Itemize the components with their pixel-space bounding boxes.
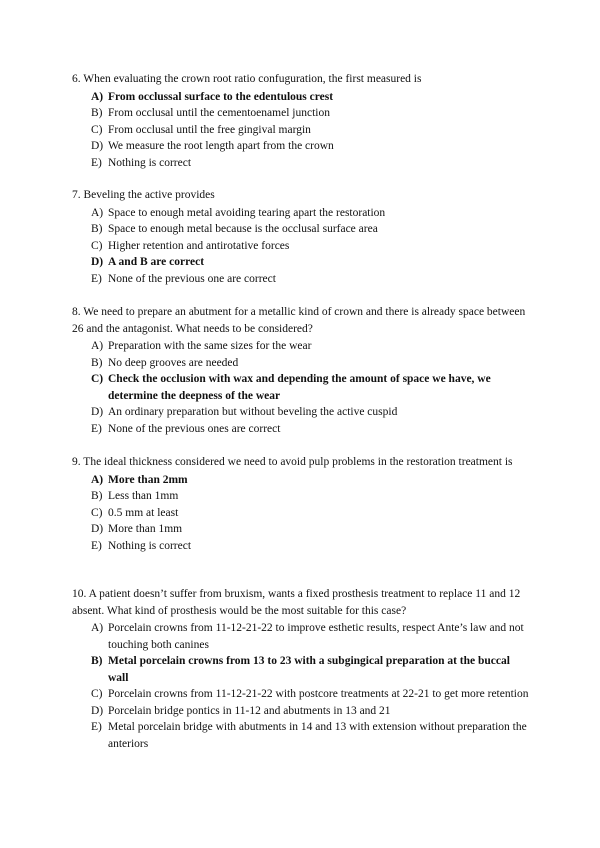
answer-option [72,355,532,372]
answer-option [72,254,532,271]
answer-option [72,238,532,255]
option-letter: C) [91,373,104,385]
answer-option [72,122,532,139]
question-text: Beveling the active provides [83,189,215,201]
option-letter: E) [91,422,102,435]
option-text: Preparation with the same sizes for the wear [108,340,312,352]
option-text: An ordinary preparation but without beveling the active cuspid [108,406,398,418]
option-letter: E) [91,272,102,285]
option-text: Check the occlusion with wax and depending the amount of space we have, we determine the deepness of the wear [108,373,491,402]
option-text: Porcelain crowns from 11-12-21-22 with postcore treatments at 22-21 to get more retention [108,688,529,700]
answer-option [72,505,532,522]
option-text: From occlussal surface to the edentulous crest [108,90,334,103]
option-text: Space to enough metal because is the occlusal surface area [108,223,378,235]
option-letter: A) [91,340,104,352]
question-stem [72,304,532,337]
option-letter: B) [91,107,103,119]
question-number: 10. [72,588,87,600]
option-text: Porcelain bridge pontics in 11-12 and abutments in 13 and 21 [108,704,391,717]
question-stem [72,187,532,204]
option-letter: E) [91,539,102,552]
option-text: We measure the root length apart from the crown [108,140,334,152]
question-number: 6. [72,73,81,85]
option-text: None of the previous ones are correct [108,422,281,435]
answer-option [72,155,532,172]
answer-option [72,488,532,505]
answer-option [72,138,532,155]
option-letter: C) [91,506,103,519]
answer-option [72,719,532,752]
question-number: 7. [72,189,81,201]
option-text: No deep grooves are needed [108,356,239,369]
question-6 [72,71,532,171]
question-10 [72,586,532,752]
option-letter: A) [91,473,104,486]
answer-option [72,221,532,238]
option-letter: B) [91,223,103,235]
option-text: From occlusal until the cementoenamel junction [108,107,330,119]
question-text: When evaluating the crown root ratio confuguration, the first measured is [83,73,422,85]
option-text: Porcelain crowns from 11-12-21-22 to improve esthetic results, respect Ante’s law and not touching both canines [108,622,524,651]
option-letter: D) [91,256,104,268]
option-letter: D) [91,406,104,418]
question-9 [72,454,532,554]
answer-option [72,404,532,421]
question-number: 9. [72,456,81,468]
option-text: A and B are correct [108,256,205,268]
option-letter: C) [91,688,103,700]
option-letter: B) [91,490,103,502]
answer-option [72,338,532,355]
answer-option [72,703,532,720]
option-letter: B) [91,356,103,369]
question-stem [72,586,532,619]
question-8 [72,304,532,437]
option-text: Space to enough metal avoiding tearing apart the restoration [108,206,386,219]
question-text: We need to prepare an abutment for a metallic kind of crown and there is already space between 26 and the antagonist. What needs to be considered? [72,306,526,335]
option-letter: A) [91,206,104,219]
question-number: 8. [72,306,81,318]
answer-option [72,521,532,538]
option-text: Nothing is correct [108,156,192,169]
option-text: Nothing is correct [108,539,192,552]
option-letter: D) [91,704,104,717]
option-letter: A) [91,90,104,103]
option-letter: C) [91,239,103,252]
option-text: More than 2mm [108,473,188,486]
option-letter: B) [91,655,103,667]
option-text: None of the previous one are correct [108,272,276,285]
option-text: 0.5 mm at least [108,506,179,519]
answer-option [72,271,532,288]
option-text: Metal porcelain crowns from 13 to 23 with a subgingical preparation at the buccal wall [108,655,510,684]
answer-option [72,205,532,222]
option-letter: E) [91,721,102,733]
question-stem [72,71,532,88]
answer-option [72,421,532,438]
answer-option [72,89,532,106]
option-letter: D) [91,523,104,535]
option-letter: D) [91,140,104,152]
question-text: A patient doesn’t suffer from bruxism, wants a fixed prosthesis treatment to replace 11 and 12 absent. What kind of prosthesis would be the most suitable for this case? [72,588,521,617]
answer-option [72,653,532,686]
option-letter: C) [91,123,103,136]
answer-option [72,371,532,404]
answer-option [72,105,532,122]
option-letter: A) [91,622,104,634]
option-text: Metal porcelain bridge with abutments in 14 and 13 with extension without preparation the anteriors [108,721,527,750]
option-text: More than 1mm [108,523,183,535]
answer-option [72,538,532,555]
question-stem [72,454,532,471]
question-text: The ideal thickness considered we need to avoid pulp problems in the restoration treatment is [83,456,513,468]
option-letter: E) [91,156,102,169]
answer-option [72,686,532,703]
option-text: Higher retention and antirotative forces [108,239,290,252]
option-text: From occlusal until the free gingival margin [108,123,311,136]
question-7 [72,187,532,287]
answer-option [72,472,532,489]
answer-option [72,620,532,653]
option-text: Less than 1mm [108,490,179,502]
